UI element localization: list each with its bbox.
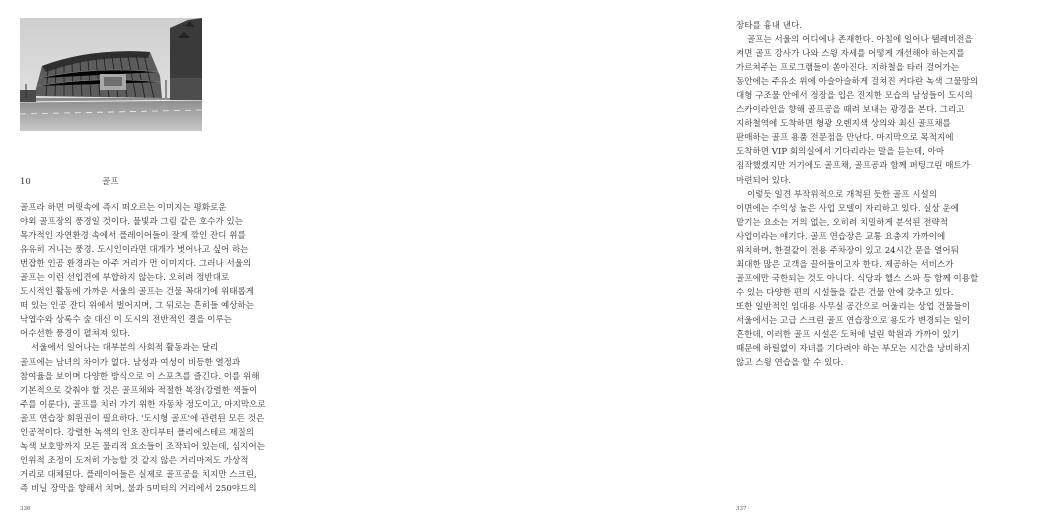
body-line: 기본적으로 갖춰야 할 것은 골프채와 적절한 복장(강렬한 색들이 xyxy=(20,385,258,396)
stadium-photo-graphic xyxy=(20,18,202,131)
body-line: 낙엽수와 상록수 숲 대신 이 도시의 전반적인 결을 이루는 xyxy=(20,315,233,326)
body-line: 유유히 거니는 풍경. 도시인이라면 대개가 벗어나고 싶어 하는 xyxy=(20,245,249,256)
right-page xyxy=(350,0,979,532)
body-line: 골프라 하면 머릿속에 즉시 떠오르는 이미지는 평화로운 xyxy=(20,203,227,213)
right-body-text xyxy=(736,19,1042,370)
body-line: 골프에만 국한되는 것도 아니다. 식당과 헬스 스파 등 함께 이용할 xyxy=(736,273,979,284)
left-body-text xyxy=(20,201,338,496)
body-line: 최대한 많은 고객을 끌어들이고자 한다. 제공하는 서비스가 xyxy=(736,259,954,270)
body-line: 야외 골프장의 풍경일 것이다. 물빛과 그림 같은 호수가 있는 xyxy=(20,217,244,228)
body-line: 즉 비닐 장막을 향해서 치며, 불과 5미터의 거리에서 250야드의 xyxy=(20,483,257,494)
body-line: 가르쳐주는 프로그램들이 쏟아진다. 지하철을 타러 걸어가는 xyxy=(736,63,960,74)
body-line: 어수선한 풍경이 펼쳐져 있다. xyxy=(20,329,131,340)
body-line: 골프는 서울의 어디에나 존재한다. 아침에 일어나 텔레비전을 xyxy=(736,35,973,46)
body-line: 인위적 조정이 도저히 가능할 것 같지 않은 거리마저도 가상적 xyxy=(20,455,249,466)
body-line: 사업이라는 얘기다. 골프 연습장은 교통 요충지 가까이에 xyxy=(736,231,946,242)
body-line: 켜면 골프 강사가 나와 스윙 자세를 어떻게 개선해야 하는지를 xyxy=(736,49,965,60)
body-line: 거리로 대체된다. 플레이어들은 실제로 골프공을 치지만 스크린, xyxy=(20,469,257,480)
body-line: 동안에는 주유소 위에 아슬아슬하게 걸쳐진 커다란 녹색 그물망의 xyxy=(736,77,979,88)
body-line: 목가적인 자연환경 속에서 플레이어들이 잘게 깎인 잔디 위를 xyxy=(20,231,246,242)
left-page xyxy=(0,0,350,532)
body-line: 대형 구조물 안에서 정장을 입은 진지한 모습의 남성들이 도시의 xyxy=(736,91,973,102)
body-line: 번잡한 인공 환경과는 아주 거리가 먼 이미지다. 그러나 서울의 xyxy=(20,259,252,270)
chapter-heading xyxy=(20,175,320,189)
body-line: 떠 있는 인공 잔디 위에서 벌어지며, 그 뒤로는 흔히들 예상하는 xyxy=(20,301,255,312)
body-line: 수 있는 다양한 편의 시설들을 같은 건물 안에 갖추고 있다. xyxy=(736,287,954,298)
body-line: 판매하는 골프 용품 전문점을 만난다. 마지막으로 목적지에 xyxy=(736,133,954,144)
body-line: 도착하면 VIP 회의실에서 기다리라는 말을 듣는데, 아마 xyxy=(736,147,945,158)
page-number-right: 337 xyxy=(736,506,747,512)
body-line: 짐작했겠지만 거기에도 골프채, 골프공과 함께 퍼팅그린 매트가 xyxy=(736,161,971,172)
body-line: 서울에서는 고급 스크린 골프 연습장으로 용도가 변경되는 일이 xyxy=(736,315,971,326)
body-line: 흔한데, 이러한 골프 시설은 도처에 널린 학원과 가까이 있기 xyxy=(736,330,960,341)
stadium-photo xyxy=(20,18,202,131)
body-line: 위치하며, 한결같이 전용 주차장이 있고 24시간 문을 열어둬 xyxy=(736,245,959,256)
chapter-number: 10 xyxy=(20,177,31,187)
body-line: 않고 스윙 연습을 할 수 있다. xyxy=(736,358,844,369)
body-line: 골프에는 남녀의 차이가 없다. 남성과 여성이 비등한 열정과 xyxy=(20,357,241,368)
body-line: 이면에는 수익성 높은 사업 모델이 자리하고 있다. 실상 운에 xyxy=(736,203,960,214)
body-line: 마련되어 있다. xyxy=(736,175,792,186)
body-line: 지하철역에 도착하면 형광 오렌지색 상의와 최신 골프채를 xyxy=(736,119,951,130)
body-line: 맡기는 요소는 거의 없는, 오히려 치밀하게 분석된 전략적 xyxy=(736,217,949,228)
body-line: 때문에 하릴없이 자녀를 기다려야 하는 부모는 시간을 낭비하지 xyxy=(736,344,971,355)
body-line: 도시적인 활동에 가까운 서울의 골프는 건물 꼭대기에 위태롭게 xyxy=(20,287,255,298)
body-line: 스카이라인을 향해 골프공을 때려 보내는 광경을 본다. 그리고 xyxy=(736,105,965,116)
body-line: 서울에서 일어나는 대부분의 사회적 활동과는 달리 xyxy=(20,343,219,354)
body-line: 녹색 보호망까지 모든 물리적 요소들이 조작되어 있는데, 심지어는 xyxy=(20,441,266,452)
body-line: 골프 연습장 회원권이 필요하다. '도시형 골프'에 관련된 모든 것은 xyxy=(20,413,265,424)
body-line: 인공적이다. 강렬한 녹색의 인조 잔디부터 폴리에스테르 재질의 xyxy=(20,427,255,438)
chapter-title: 골프 xyxy=(102,177,119,187)
body-line: 또한 일반적인 임대용 사무실 공간으로 어울리는 상업 건물들이 xyxy=(736,301,971,312)
body-line: 주를 이룬다), 골프를 치러 가기 위한 자동차 정도이고, 마지막으로 xyxy=(20,399,266,410)
body-line: 참여율을 보이며 다양한 방식으로 이 스포츠를 즐긴다. 이를 위해 xyxy=(20,371,260,382)
body-line: 이렇듯 일견 부작위적으로 개척된 듯한 골프 시설의 xyxy=(736,189,938,200)
page-number-left: 336 xyxy=(20,506,31,512)
body-line: 장타를 흉내 낸다. xyxy=(736,21,803,31)
body-line: 골프는 이런 선입견에 부합하지 않는다. 오히려 정반대로 xyxy=(20,273,230,284)
